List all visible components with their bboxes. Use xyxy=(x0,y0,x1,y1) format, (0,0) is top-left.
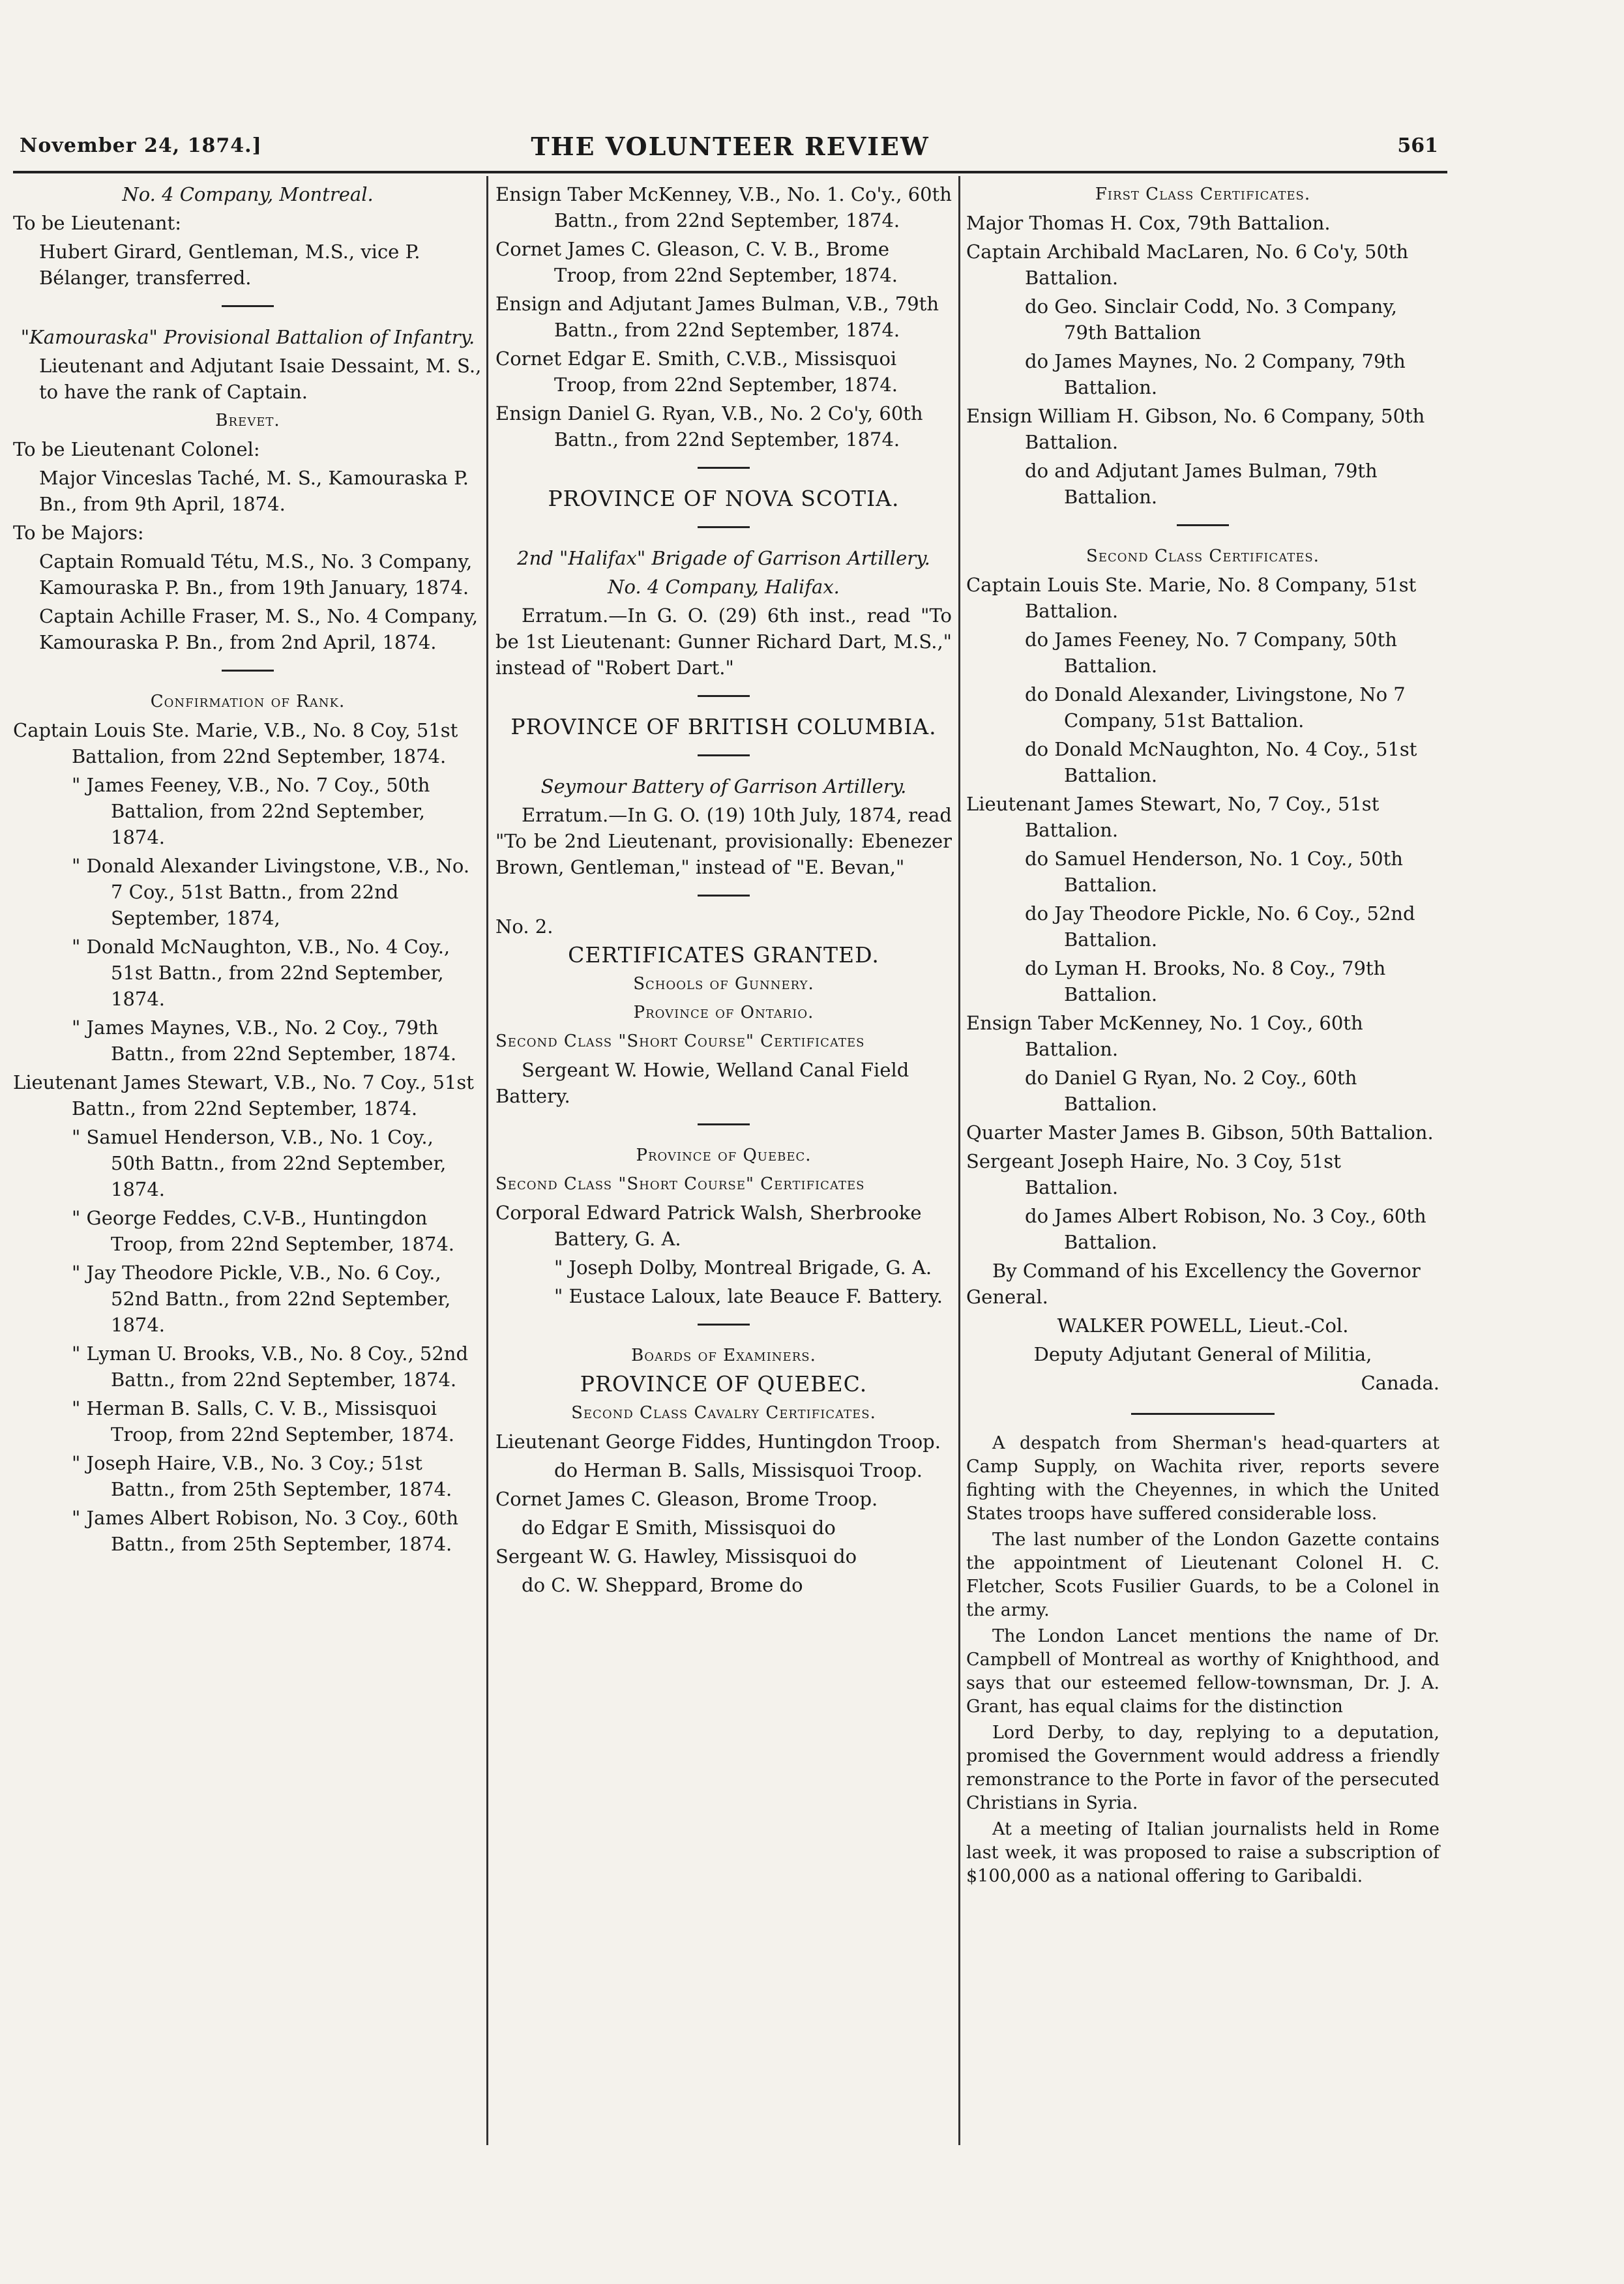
text-paragraph: Ensign Taber McKenney, V.B., No. 1. Co'y., 60th Battn., from 22nd September, 1874. xyxy=(495,183,952,231)
text-paragraph: Cornet Edgar E. Smith, C.V.B., Missisquoi Troop, from 22nd September, 1874. xyxy=(495,348,898,396)
text-paragraph: " James Maynes, V.B., No. 2 Coy., 79th Battn., from 22nd September, 1874. xyxy=(72,1016,457,1065)
text-paragraph: " James Albert Robison, No. 3 Coy., 60th Battn., from 25th September, 1874. xyxy=(72,1507,458,1555)
column-left xyxy=(13,181,482,1560)
text-paragraph: Ensign Taber McKenney, No. 1 Coy., 60th Battalion. xyxy=(966,1012,1363,1060)
text-paragraph: PROVINCE OF QUEBEC. xyxy=(580,1371,868,1397)
text-paragraph: The last number of the London Gazette contains the appointment of Lieutenant Colonel H. C. Fletcher, Scots Fusilier Guards, to be a Colonel in the army. xyxy=(966,1530,1439,1620)
section-separator xyxy=(222,305,274,307)
text-paragraph: To be Majors: xyxy=(13,522,144,544)
text-paragraph: 2nd "Halifax" Brigade of Garrison Artillery. xyxy=(517,547,930,569)
text-paragraph: do James Albert Robison, No. 3 Coy., 60th Battalion. xyxy=(1025,1205,1426,1253)
text-paragraph: do Jay Theodore Pickle, No. 6 Coy., 52nd Battalion. xyxy=(1025,902,1415,951)
text-paragraph: Major Vinceslas Taché, M. S., Kamouraska P. Bn., from 9th April, 1874. xyxy=(39,467,469,515)
text-paragraph: Lieutenant James Stewart, V.B., No. 7 Coy., 51st Battn., from 22nd September, 1874. xyxy=(13,1071,474,1120)
text-paragraph: do James Feeney, No. 7 Company, 50th Battalion. xyxy=(1025,629,1397,677)
text-paragraph: "Kamouraska" Provisional Battalion of Infantry. xyxy=(20,326,475,348)
section-separator xyxy=(1177,524,1229,526)
column-middle xyxy=(495,181,952,1601)
text-paragraph: To be Lieutenant: xyxy=(13,212,181,234)
text-paragraph: PROVINCE OF BRITISH COLUMBIA. xyxy=(510,714,937,739)
text-paragraph: Erratum.—In G. O. (19) 10th July, 1874, read "To be 2nd Lieutenant, provisionally: Ebenezer Brown, Gentleman," instead of "E. Bevan," xyxy=(495,804,952,878)
text-paragraph: Sergeant W. G. Hawley, Missisquoi do xyxy=(495,1545,857,1567)
text-paragraph: Corporal Edward Patrick Walsh, Sherbrooke Battery, G. A. xyxy=(495,1202,922,1250)
page-header xyxy=(13,130,1447,167)
text-paragraph: " Herman B. Salls, C. V. B., Missisquoi Troop, from 22nd September, 1874. xyxy=(72,1397,455,1446)
section-separator xyxy=(698,526,750,528)
section-separator xyxy=(222,670,274,672)
text-paragraph: do Geo. Sinclair Codd, No. 3 Company, 79th Battalion xyxy=(1025,295,1398,344)
text-paragraph: Lieutenant James Stewart, No, 7 Coy., 51st Battalion. xyxy=(966,793,1380,841)
column-right xyxy=(966,181,1439,1891)
text-paragraph: No. 4 Company, Halifax. xyxy=(608,576,840,598)
text-paragraph: " James Feeney, V.B., No. 7 Coy., 50th Battalion, from 22nd September, 1874. xyxy=(72,774,430,848)
text-paragraph: Confirmation of Rank. xyxy=(150,692,346,711)
text-paragraph: CERTIFICATES GRANTED. xyxy=(568,942,879,968)
text-paragraph: Lieutenant George Fiddes, Huntingdon Troop. xyxy=(495,1431,941,1453)
section-separator xyxy=(698,1324,750,1326)
text-paragraph: do Herman B. Salls, Missisquoi Troop. xyxy=(554,1459,923,1481)
text-paragraph: Brevet. xyxy=(215,411,280,430)
text-paragraph: No. 4 Company, Montreal. xyxy=(122,183,374,205)
text-paragraph: do Samuel Henderson, No. 1 Coy., 50th Battalion. xyxy=(1025,848,1403,896)
text-paragraph: By Command of his Excellency the Governor General. xyxy=(966,1260,1421,1308)
text-paragraph: Lord Derby, to day, replying to a deputation, promised the Government would address a friendly remonstrance to the Porte in favor of the persecuted Christians in Syria. xyxy=(966,1723,1439,1813)
text-paragraph: Second Class Cavalry Certificates. xyxy=(571,1403,876,1423)
page-number: 561 xyxy=(1397,134,1438,157)
section-separator xyxy=(698,1123,750,1125)
text-paragraph: " Donald McNaughton, V.B., No. 4 Coy., 51st Battn., from 22nd September, 1874. xyxy=(72,936,450,1010)
text-paragraph: do James Maynes, No. 2 Company, 79th Battalion. xyxy=(1025,350,1406,398)
section-separator xyxy=(698,895,750,897)
text-paragraph: Ensign and Adjutant James Bulman, V.B., 79th Battn., from 22nd September, 1874. xyxy=(495,293,939,341)
text-paragraph: do and Adjutant James Bulman, 79th Battalion. xyxy=(1025,460,1378,508)
text-paragraph: do Daniel G Ryan, No. 2 Coy., 60th Battalion. xyxy=(1025,1067,1357,1115)
text-paragraph: Province of Ontario. xyxy=(633,1003,814,1022)
text-paragraph: Major Thomas H. Cox, 79th Battalion. xyxy=(966,212,1331,234)
text-paragraph: Captain Louis Ste. Marie, No. 8 Company, 51st Battalion. xyxy=(966,574,1417,622)
text-paragraph: Cornet James C. Gleason, C. V. B., Brome Troop, from 22nd September, 1874. xyxy=(495,238,898,286)
text-paragraph: " Samuel Henderson, V.B., No. 1 Coy., 50th Battn., from 22nd September, 1874. xyxy=(72,1126,447,1200)
text-paragraph: Lieutenant and Adjutant Isaie Dessaint, M. S., to have the rank of Captain. xyxy=(39,355,482,403)
text-paragraph: do Lyman H. Brooks, No. 8 Coy., 79th Battalion. xyxy=(1025,957,1386,1005)
text-paragraph: Second Class "Short Course" Certificates xyxy=(495,1174,865,1194)
text-paragraph: " Donald Alexander Livingstone, V.B., No. 7 Coy., 51st Battn., from 22nd September, 1874, xyxy=(72,855,470,929)
text-paragraph: Cornet James C. Gleason, Brome Troop. xyxy=(495,1488,878,1510)
text-paragraph: PROVINCE OF NOVA SCOTIA. xyxy=(548,486,900,511)
newspaper-page xyxy=(13,0,1447,2284)
text-paragraph: do Donald Alexander, Livingstone, No 7 Company, 51st Battalion. xyxy=(1025,683,1406,732)
text-paragraph: Captain Romuald Tétu, M.S., No. 3 Company, Kamouraska P. Bn., from 19th January, 1874. xyxy=(39,550,473,599)
text-paragraph: Second Class Certificates. xyxy=(1086,546,1320,566)
text-paragraph: " Eustace Laloux, late Beauce F. Battery. xyxy=(554,1285,943,1307)
issue-date: November 24, 1874.] xyxy=(20,134,262,157)
text-paragraph: " George Feddes, C.V-B., Huntingdon Troop, from 22nd September, 1874. xyxy=(72,1207,455,1255)
text-paragraph: A despatch from Sherman's head-quarters at Camp Supply, on Wachita river, reports severe fighting with the Cheyennes, in which the United States troops have suffered considerable loss. xyxy=(966,1433,1439,1524)
section-separator xyxy=(1131,1413,1275,1415)
text-paragraph: Erratum.—In G. O. (29) 6th inst., read "To be 1st Lieutenant: Gunner Richard Dart, M.S.," instead of "Robert Dart." xyxy=(495,604,952,679)
text-paragraph: WALKER POWELL, Lieut.-Col. xyxy=(1057,1314,1349,1337)
text-paragraph: Deputy Adjutant General of Militia, xyxy=(1033,1343,1372,1365)
text-paragraph: " Lyman U. Brooks, V.B., No. 8 Coy., 52nd Battn., from 22nd September, 1874. xyxy=(72,1342,469,1391)
text-paragraph: The London Lancet mentions the name of Dr. Campbell of Montreal as worthy of Knighthood, and says that our esteemed fellow-townsman, Dr. J. A. Grant, has equal claims for the distinction xyxy=(966,1626,1439,1717)
text-paragraph: Ensign William H. Gibson, No. 6 Company, 50th Battalion. xyxy=(966,405,1425,453)
column-divider xyxy=(486,176,488,2145)
text-paragraph: Sergeant Joseph Haire, No. 3 Coy, 51st Battalion. xyxy=(966,1150,1341,1198)
text-paragraph: To be Lieutenant Colonel: xyxy=(13,438,260,460)
text-paragraph: do C. W. Sheppard, Brome do xyxy=(522,1574,803,1596)
section-separator xyxy=(698,695,750,697)
text-paragraph: Captain Louis Ste. Marie, V.B., No. 8 Coy, 51st Battalion, from 22nd September, 1874. xyxy=(13,719,458,767)
text-paragraph: Province of Quebec. xyxy=(636,1146,812,1165)
text-paragraph: do Donald McNaughton, No. 4 Coy., 51st Battalion. xyxy=(1025,738,1417,786)
section-separator xyxy=(698,467,750,469)
column-divider xyxy=(958,176,960,2145)
text-paragraph: Captain Archibald MacLaren, No. 6 Co'y, 50th Battalion. xyxy=(966,241,1409,289)
text-paragraph: Schools of Gunnery. xyxy=(633,974,814,994)
text-paragraph: " Joseph Dolby, Montreal Brigade, G. A. xyxy=(554,1256,932,1279)
text-paragraph: Seymour Battery of Garrison Artillery. xyxy=(540,775,907,797)
text-paragraph: Quarter Master James B. Gibson, 50th Battalion. xyxy=(966,1121,1434,1144)
header-rule xyxy=(13,171,1447,173)
text-paragraph: Sergeant W. Howie, Welland Canal Field Battery. xyxy=(495,1059,909,1107)
text-paragraph: At a meeting of Italian journalists held in Rome last week, it was proposed to raise a subscription of $100,000 as a national offering to Garibaldi. xyxy=(966,1819,1439,1886)
text-paragraph: do Edgar E Smith, Missisquoi do xyxy=(522,1517,836,1539)
text-paragraph: Captain Achille Fraser, M. S., No. 4 Company, Kamouraska P. Bn., from 2nd April, 1874. xyxy=(39,605,479,653)
publication-title: THE VOLUNTEER REVIEW xyxy=(531,132,930,161)
text-paragraph: Hubert Girard, Gentleman, M.S., vice P. Bélanger, transferred. xyxy=(39,241,421,289)
text-paragraph: No. 2. xyxy=(495,915,554,938)
text-paragraph: " Jay Theodore Pickle, V.B., No. 6 Coy., 52nd Battn., from 22nd September, 1874. xyxy=(72,1262,451,1336)
text-paragraph: Canada. xyxy=(1361,1372,1439,1394)
section-separator xyxy=(698,754,750,756)
text-paragraph: Ensign Daniel G. Ryan, V.B., No. 2 Co'y, 60th Battn., from 22nd September, 1874. xyxy=(495,402,923,451)
text-paragraph: Boards of Examiners. xyxy=(631,1346,816,1365)
text-paragraph: " Joseph Haire, V.B., No. 3 Coy.; 51st Battn., from 25th September, 1874. xyxy=(72,1452,452,1500)
text-paragraph: Second Class "Short Course" Certificates xyxy=(495,1031,865,1051)
text-paragraph: First Class Certificates. xyxy=(1095,185,1311,204)
